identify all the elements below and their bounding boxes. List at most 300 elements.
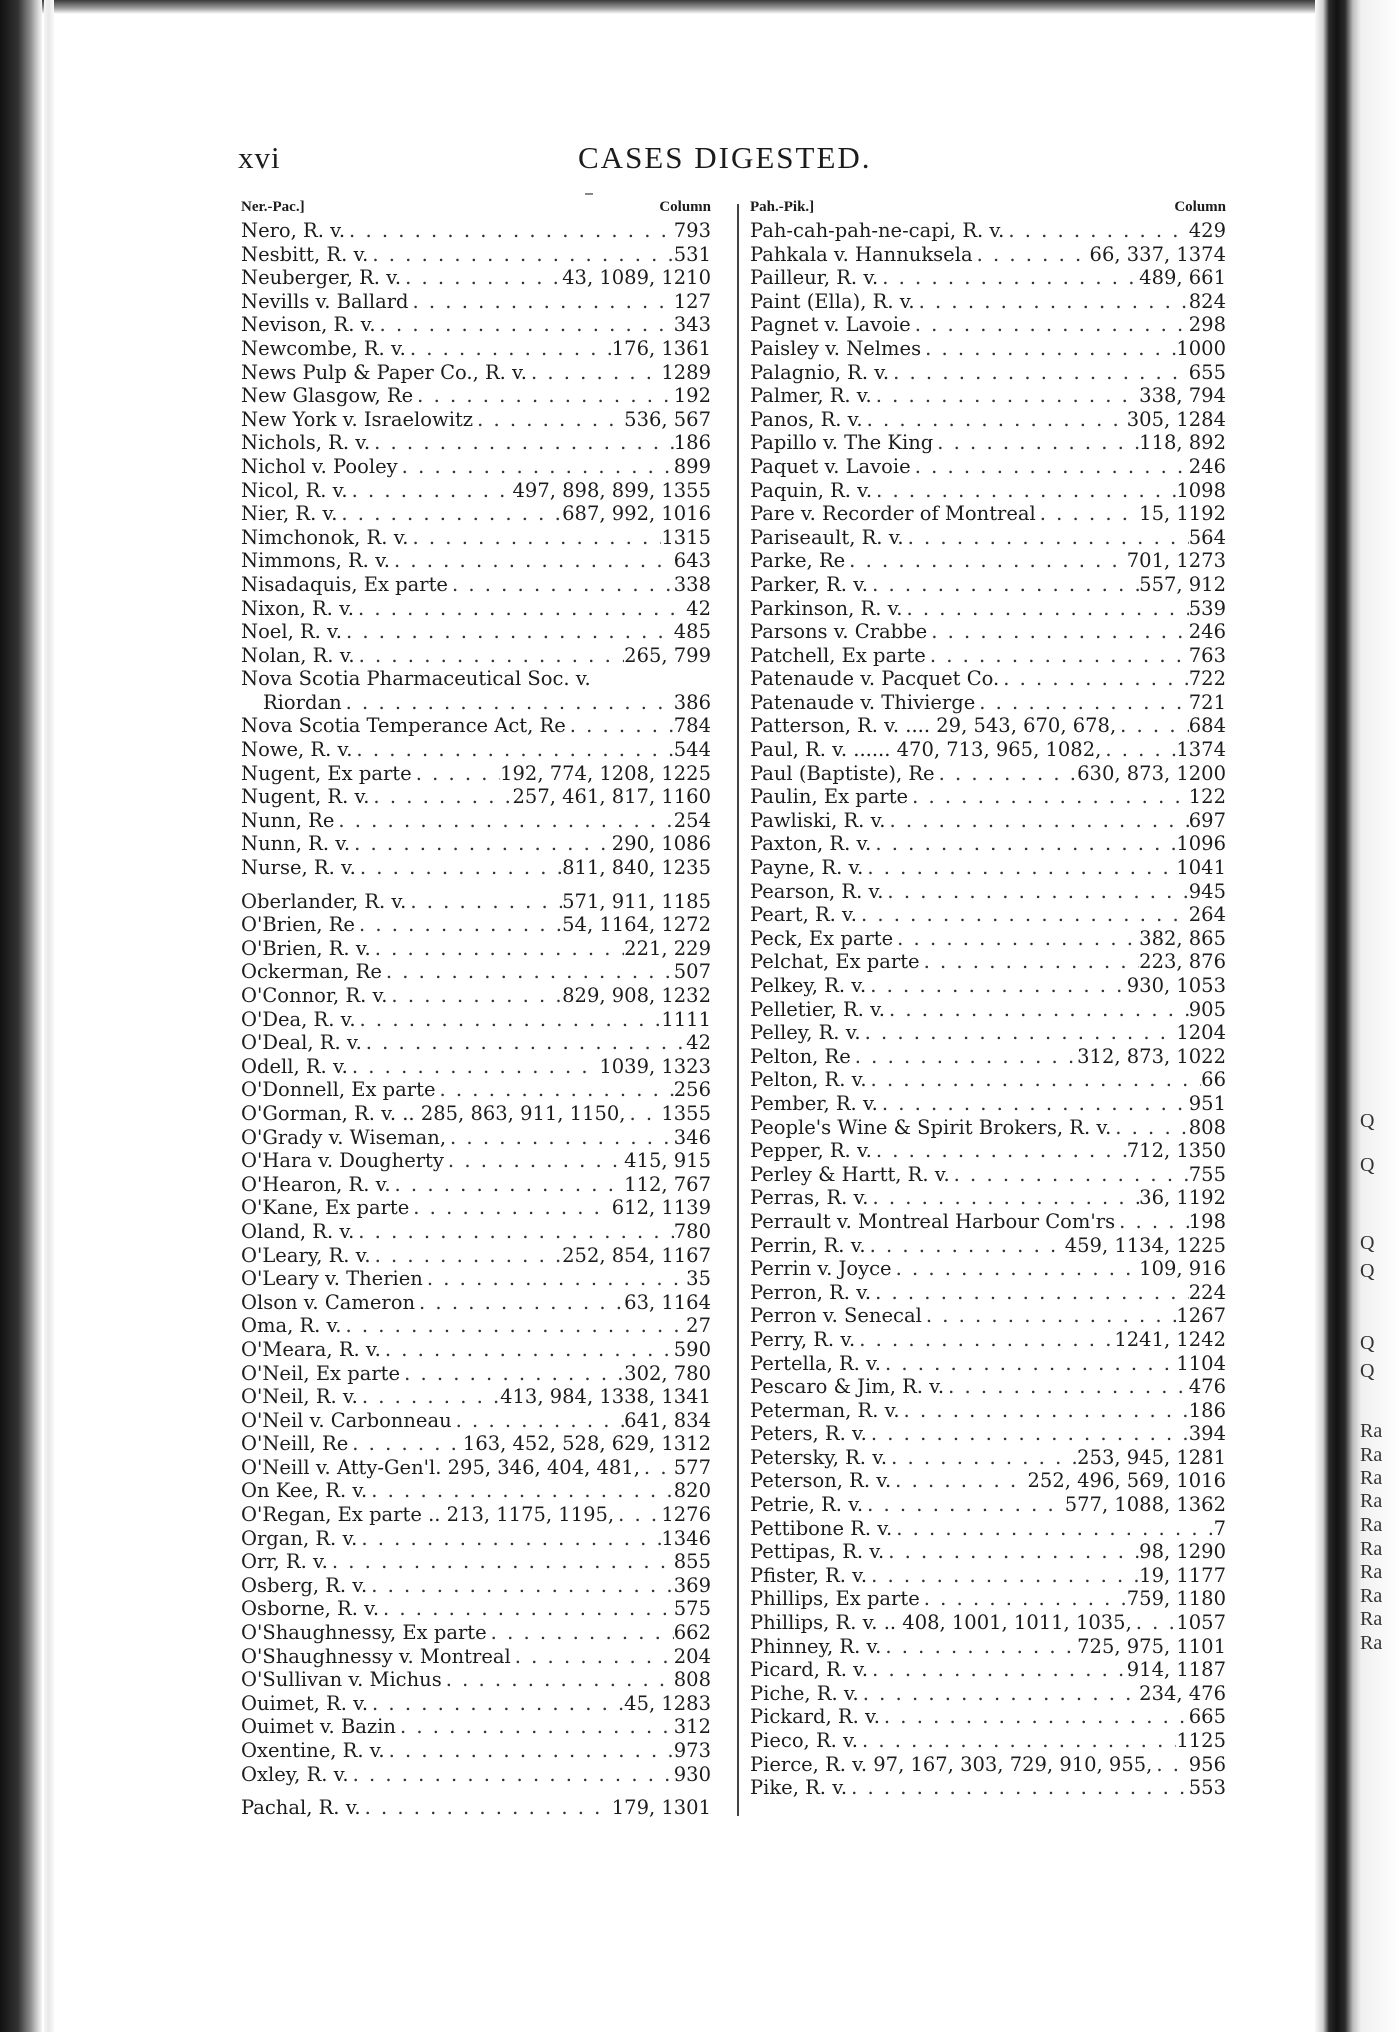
column-refs: 112, 767 [624,1172,711,1196]
case-name: Perry, R. v. [750,1327,856,1351]
column-refs: 42 [686,1031,711,1055]
index-entry [241,620,711,644]
column-refs: 192 [673,384,711,408]
index-entry [750,1705,1226,1729]
leader-dots [867,1068,1202,1092]
column-refs: 122 [1188,785,1226,809]
case-name: Osborne, R. v. [241,1597,380,1621]
case-name: Pailleur, R. v. [750,266,879,290]
leader-dots [348,1055,599,1079]
leader-dots [348,479,513,503]
leader-dots [415,1291,624,1315]
index-entry [241,1479,711,1503]
index-entry [750,597,1226,621]
case-name: Perrin, R. v. [750,1233,866,1257]
leader-dots [861,1021,1177,1045]
case-name: O'Leary, R. v. [241,1243,371,1267]
index-entry [241,337,711,361]
index-entry [241,832,711,856]
index-entry [750,1776,1226,1800]
case-name: Nicol, R. v. [241,478,348,502]
case-name: Paulin, Ex parte [750,785,909,809]
index-entry [241,1503,711,1527]
entry-list-right [750,219,1226,1800]
index-entry [241,1692,711,1716]
case-name: Oxentine, R. v. [241,1739,385,1762]
index-entry [750,361,1226,385]
index-entry [750,479,1226,503]
case-name: Paul, R. v. ...... 470, 713, 965, 1082, [750,738,1102,762]
column-refs: 7 [1213,1516,1226,1540]
column-refs: 784 [673,714,711,738]
case-name: Paxton, R. v. [750,832,872,856]
leader-dots [387,984,562,1008]
leader-dots [355,644,625,668]
leader-dots [358,1385,500,1409]
index-entry [241,913,711,937]
column-refs: 590 [673,1337,711,1361]
case-name: Paul (Baptiste), Re [750,761,935,785]
leader-dots [872,1139,1127,1163]
next-page-edge-text [1360,1110,1400,1810]
index-entry [241,785,711,809]
case-name: Oland, R. v. [241,1219,355,1243]
leader-dots [354,1220,673,1244]
case-name: Nevison, R. v. [241,313,376,337]
leader-dots [371,937,624,961]
index-entry [241,361,711,385]
column-refs: 1346 [661,1526,711,1550]
case-name: Ouimet v. Bazin [241,1715,396,1739]
leader-dots [920,950,1140,974]
index-entry [750,1352,1226,1376]
leader-dots [904,526,1189,550]
leader-dots [334,809,673,833]
leader-dots [863,408,1127,432]
column-refs: 253, 945, 1281 [1077,1445,1226,1469]
leader-dots [566,714,674,738]
leader-dots [868,573,1139,597]
index-entry [750,1611,1226,1635]
index-entry [750,644,1226,668]
column-refs: 413, 984, 1338, 1341 [500,1385,711,1409]
column-refs: 489, 661 [1139,266,1226,290]
column-refs: 612, 1139 [611,1196,711,1220]
case-name: O'Dea, R. v. [241,1007,356,1031]
column-refs: 45, 1283 [624,1691,711,1715]
column-refs: 27 [686,1314,711,1338]
leader-dots [911,455,1189,479]
index-entry [241,644,711,668]
leader-dots [401,266,562,290]
column-refs: 829, 908, 1232 [562,984,711,1007]
index-entry [750,290,1226,314]
leader-dots [915,290,1189,314]
column-refs: 930 [673,1762,711,1786]
column-refs: 198 [1188,1209,1226,1233]
case-name: Odell, R. v. [241,1054,348,1078]
column-refs: 290, 1086 [611,832,711,856]
index-entry [750,219,1226,243]
case-name: Organ, R. v. [241,1526,358,1550]
leader-dots [412,762,500,786]
leader-dots [944,1375,1189,1399]
case-name: Paquet v. Lavoie [750,454,911,478]
case-name: Nesbitt, R. v. [241,242,369,266]
case-name: Petersky, R. v. [750,1445,888,1469]
column-refs: 19, 1177 [1139,1563,1226,1587]
column-refs: 721 [1188,690,1226,714]
column-divider [737,204,739,1816]
leader-dots [1101,738,1176,762]
column-refs: 1241, 1242 [1114,1327,1226,1351]
index-entry [241,1574,711,1598]
case-name: New York v. Israelowitz [241,407,474,431]
column-label-right: Column [1174,199,1226,215]
leader-dots [892,1517,1213,1541]
leader-dots [866,974,1127,998]
leader-dots [920,1587,1127,1611]
case-name: Oxley, R. v. [241,1762,349,1786]
leader-dots [345,219,674,243]
case-name: Picard, R. v. [750,1658,869,1682]
leader-dots [889,361,1189,385]
case-name: Pelletier, R. v. [750,997,885,1021]
case-name: Patenaude v. Pacquet Co. [750,667,1000,691]
column-refs: 780 [673,1219,711,1243]
case-name: Patenaude v. Thivierge [750,690,976,714]
case-name: O'Gorman, R. v. .. 285, 863, 911, 1150, [241,1101,626,1125]
case-name: Pertella, R. v. [750,1351,881,1375]
index-entry [750,1729,1226,1753]
case-name: Parkinson, R. v. [750,596,903,620]
leader-dots [640,1456,674,1480]
leader-dots [382,960,674,984]
case-name: Oberlander, R. v. [241,889,407,913]
column-refs: 459, 1134, 1225 [1064,1233,1226,1257]
leader-dots [341,1314,686,1338]
column-refs: 186 [673,431,711,455]
case-name: Phillips, R. v. .. 408, 1001, 1011, 1035, [750,1611,1132,1635]
case-name: O'Brien, Re [241,913,355,937]
case-name: Ockerman, Re [241,960,382,984]
case-name: Nunn, Re [241,808,335,832]
index-entry [750,408,1226,432]
edge-letter: Ra [1360,1467,1383,1489]
edge-letter: Ra [1360,1514,1383,1536]
index-entry [241,1456,711,1480]
column-refs: 1276 [661,1503,711,1527]
column-refs: 338, 794 [1139,384,1226,408]
leader-dots [423,1267,686,1291]
index-entry [750,1068,1226,1092]
leader-dots [892,1257,1140,1281]
case-name: Palagnio, R. v. [750,360,890,384]
column-refs: 1315 [661,525,711,549]
leader-dots [409,290,674,314]
column-header-right [750,199,1226,219]
index-entry [750,927,1226,951]
case-name: Nichol v. Pooley [241,454,398,478]
leader-dots [381,1338,674,1362]
case-name: Payne, R. v. [750,856,864,880]
index-entry [750,1753,1226,1777]
index-entry [241,1102,711,1126]
leader-dots [370,431,674,455]
leader-dots [400,1362,624,1386]
column-refs: 577, 1088, 1362 [1064,1493,1226,1517]
leader-dots [409,1196,611,1220]
leader-dots [1132,1611,1177,1635]
case-name: Nugent, R. v. [241,785,370,809]
index-entry [750,1304,1226,1328]
case-name: Orr, R. v. [241,1550,328,1574]
index-entry [241,526,711,550]
case-name: Pariseault, R. v. [750,525,904,549]
column-refs: 66, 337, 1374 [1089,242,1226,266]
index-entry [241,738,711,762]
index-entry [750,974,1226,998]
leader-dots [349,1763,674,1787]
leader-dots [868,1658,1127,1682]
case-name: Perron v. Senecal [750,1304,922,1328]
leader-dots [881,1352,1176,1376]
index-entry [241,384,711,408]
case-name: Newcombe, R. v. [241,336,406,360]
case-name: Nevills v. Ballard [241,289,409,313]
index-entry [241,1796,711,1820]
page-edge-stack [44,0,54,2032]
leader-dots [371,1244,563,1268]
index-entry [750,903,1226,927]
case-name: Nero, R. v. [241,219,346,242]
index-entry [750,1493,1226,1517]
column-refs: 1057 [1176,1611,1226,1635]
column-refs: 386 [673,690,711,714]
index-entry [750,1281,1226,1305]
column-refs: 536, 567 [624,407,711,431]
index-entry [241,809,711,833]
leader-dots [878,1092,1189,1116]
index-entry [241,1409,711,1433]
case-name: Patterson, R. v. .... 29, 543, 670, 678, [750,714,1117,738]
column-refs: 305, 1284 [1126,407,1226,431]
column-refs: 1267 [1176,1304,1226,1328]
leader-dots [851,1045,1077,1069]
leader-dots [337,502,562,526]
case-name: New Glasgow, Re [241,384,414,408]
leader-dots [908,785,1189,809]
index-entry [750,1139,1226,1163]
column-refs: 1096 [1176,832,1226,856]
index-entry [750,573,1226,597]
leader-dots [356,1008,662,1032]
column-refs: 1125 [1176,1729,1226,1752]
column-refs: 497, 898, 899, 1355 [512,478,711,502]
index-entry [241,937,711,961]
case-name: Nier, R. v. [241,502,338,526]
case-name: Nimchonok, R. v. [241,525,409,549]
index-entry [241,714,711,738]
leader-dots [448,573,674,597]
column-refs: 662 [673,1621,711,1645]
leader-dots [413,384,674,408]
leader-dots [442,1668,674,1692]
leader-dots [885,998,1189,1022]
column-refs: 1098 [1176,478,1226,502]
case-name: On Kee, R. v. [241,1479,368,1503]
index-entry [241,1220,711,1244]
case-name: Peters, R. v. [750,1422,867,1446]
leader-dots [878,266,1139,290]
leader-dots [348,1432,463,1456]
column-refs: 257, 461, 817, 1160 [512,785,711,809]
index-entry [241,1008,711,1032]
case-name: Petrie, R. v. [750,1493,864,1517]
case-name: Nugent, Ex parte [241,761,412,785]
leader-dots [975,691,1189,715]
leader-dots [362,1031,686,1055]
case-name: Parker, R. v. [750,572,869,596]
index-entry [750,1210,1226,1234]
case-name: Pelchat, Ex parte [750,950,920,974]
case-name: Palmer, R. v. [750,384,872,408]
index-entry [241,313,711,337]
index-entry [750,1682,1226,1706]
case-name: Pelton, R. v. [750,1068,867,1092]
leader-dots [921,337,1176,361]
case-name: O'Deal, R. v. [241,1031,362,1055]
column-refs: 302, 780 [624,1361,711,1385]
column-refs: 476 [1188,1375,1226,1399]
case-name: Riordan [263,690,342,714]
column-refs: 684 [1188,714,1226,738]
index-entry [750,502,1226,526]
case-name: O'Brien, R. v. [241,936,371,960]
case-name: Pelton, Re [750,1044,851,1068]
index-entry [750,998,1226,1022]
leader-dots [361,1796,612,1820]
case-name: Pachal, R. v. [241,1796,361,1820]
index-entry [241,984,711,1008]
column-refs: 553 [1188,1776,1226,1800]
column-refs: 820 [673,1479,711,1503]
leader-dots [396,1715,674,1739]
column-refs: 256 [673,1078,711,1102]
range-label-left: Ner.-Pac.] [241,199,305,215]
column-refs: 338 [673,572,711,596]
index-entry [241,1763,711,1787]
column-refs: 234, 476 [1139,1681,1226,1705]
case-name: O'Kane, Ex parte [241,1196,410,1220]
column-refs: 192, 774, 1208, 1225 [500,761,711,785]
case-name: Peart, R. v. [750,903,857,927]
leader-dots [369,785,512,809]
column-header-left [241,199,711,219]
column-refs: 109, 916 [1139,1257,1226,1281]
index-entry [750,1116,1226,1140]
leader-dots [390,549,674,573]
column-refs: 35 [686,1267,711,1291]
edge-letter: Ra [1360,1608,1383,1630]
column-refs: 1041 [1176,856,1226,880]
page-title: CASES DIGESTED. [578,140,872,175]
case-name: Piche, R. v. [750,1681,859,1705]
index-entry [750,384,1226,408]
case-name: Peterson, R. v. [750,1469,892,1493]
index-entry [750,526,1226,550]
index-entry [241,1432,711,1456]
case-name: Peterman, R. v. [750,1398,900,1422]
leader-dots [871,832,1176,856]
index-entry [750,266,1226,290]
leader-dots [891,1469,1027,1493]
leader-dots [527,361,661,385]
leader-dots [868,1186,1139,1210]
index-entry [750,243,1226,267]
column-refs: 665 [1188,1705,1226,1729]
case-name: Pickard, R. v. [750,1705,880,1729]
column-refs: 697 [1188,808,1226,832]
leader-dots [999,667,1189,691]
column-refs: 899 [673,454,711,478]
index-entry [750,1375,1226,1399]
column-refs: 265, 799 [624,643,711,667]
leader-dots [880,1705,1189,1729]
index-entry [241,290,711,314]
column-refs: 54, 1164, 1272 [562,913,711,937]
leader-dots [473,408,624,432]
leader-dots [1004,219,1188,243]
case-name: Pieco, R. v. [750,1729,858,1752]
leader-dots [859,1682,1139,1706]
case-name: O'Meara, R. v. [241,1337,381,1361]
edge-letter: Q [1360,1110,1375,1132]
case-name: Papillo v. The King [750,431,934,455]
case-name: Oma, R. v. [241,1314,342,1338]
column-refs: 544 [673,738,711,762]
index-entry [241,667,711,691]
column-refs: 415, 915 [624,1149,711,1173]
case-name: Pah-cah-pah-ne-capi, R. v. [750,219,1005,242]
index-entry [750,313,1226,337]
column-refs: 643 [673,549,711,573]
index-entry [750,1092,1226,1116]
column-refs: 15, 1192 [1139,502,1226,526]
case-name: Nova Scotia Temperance Act, Re [241,714,566,738]
column-refs: 98, 1290 [1139,1540,1226,1564]
column-refs: 755 [1188,1162,1226,1186]
index-entry [750,1021,1226,1045]
leader-dots [376,313,674,337]
case-name: Pearson, R. v. [750,879,884,903]
column-refs: 571, 911, 1185 [562,889,711,913]
leader-dots [933,431,1139,455]
leader-dots [385,1739,674,1763]
leader-dots [857,903,1189,927]
index-entry [241,1550,711,1574]
leader-dots [866,1234,1065,1258]
case-name: O'Leary v. Therien [241,1267,423,1291]
index-entry [750,1163,1226,1187]
column-refs: 725, 975, 1101 [1077,1634,1226,1658]
case-name: Pagnet v. Lavoie [750,313,911,337]
case-name: Paisley v. Nelmes [750,336,922,360]
index-entry [750,1045,1226,1069]
index-entry [750,1234,1226,1258]
case-name: O'Neil, R. v. [241,1385,358,1409]
leader-dots [871,1281,1189,1305]
